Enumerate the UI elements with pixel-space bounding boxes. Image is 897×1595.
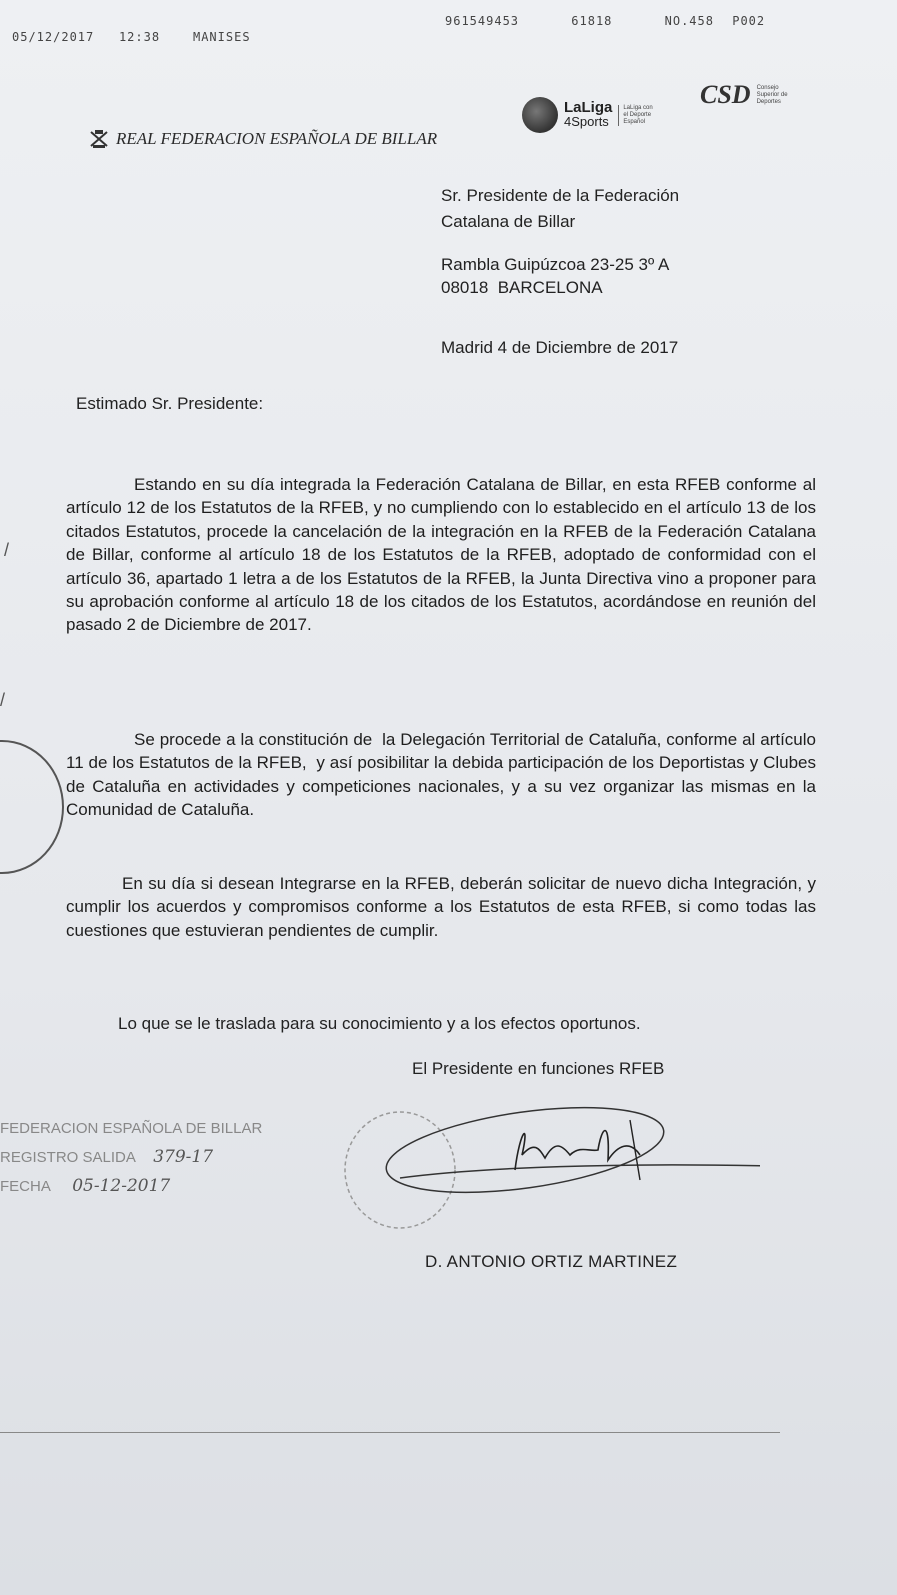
fax-page-number: P002 xyxy=(732,14,766,28)
salutation: Estimado Sr. Presidente: xyxy=(76,394,264,413)
registry-stamp xyxy=(0,1115,262,1201)
csd-logo-text: CSD xyxy=(700,80,751,109)
fax-date: 05/12/2017 xyxy=(12,30,95,44)
letter-date: Madrid 4 de Diciembre de 2017 xyxy=(441,338,679,357)
organization-name: REAL FEDERACION ESPAÑOLA DE BILLAR xyxy=(116,129,438,148)
paragraph-1 xyxy=(66,473,816,637)
laliga-brand-text: LaLiga xyxy=(564,99,613,116)
fax-phone: 961549453 xyxy=(445,14,520,28)
registry-date-row xyxy=(0,1172,262,1201)
fax-code: 61818 xyxy=(571,14,613,28)
closing-line: Lo que se le traslada para su conocimiento y a los efectos oportunos. xyxy=(118,1014,641,1033)
letterhead-title xyxy=(88,128,437,150)
recipient-city: 08018 BARCELONA xyxy=(441,278,603,297)
laliga-ball-icon xyxy=(522,97,558,133)
laliga-brand xyxy=(564,101,612,129)
paragraph-2-text: Se procede a la constitución de la Delegación Territorial de Cataluña, conforme al artículo 11 de los Estatutos de la RFEB, y así posibilitar la debida participación de los Deportistas y Clubes de Cataluña en actividades y competiciones nacionales, y a su vez organizar las mismas en la Comunidad de Cataluña. xyxy=(66,730,821,820)
laliga-sub-text: 4Sports xyxy=(564,114,609,129)
registry-org: FEDERACION ESPAÑOLA DE BILLAR xyxy=(0,1120,263,1137)
paragraph-3-text: En su día si desean Integrarse en la RFEB, deberán solicitar de nuevo dicha Integración, y cumplir los acuerdos y compromisos conforme a los Estatutos de esta RFEB, si como todas las cuestiones que estuvieran pendientes de cumplir. xyxy=(66,874,816,940)
margin-mark-icon: / xyxy=(4,540,10,560)
fax-timestamp xyxy=(12,30,251,44)
paragraph-1-text: Estando en su día integrada la Federación Catalana de Billar, en esta RFEB conforme al artículo 12 de los Estatutos de la RFEB, y no cumpliendo con lo establecido en el artículo 13 de los citados Estatutos, procede la cancelación de la integración en la RFEB de la Federación Catalana de Billar, conforme al artículo 18 de los Estatutos de la RFEB, adoptado de conformidad con el artículo 36, apartado 1 letra a de los Estatutos de la RFEB, la Junta Directiva vino a proponer para su aprobación conforme al artículo 18 de los citados de los Estatutos, acordándose en reunión del pasado 2 de Diciembre de 2017. xyxy=(66,475,816,635)
paragraph-2 xyxy=(66,728,821,822)
paragraph-3 xyxy=(66,872,816,942)
signature-stamp-icon xyxy=(340,1100,760,1250)
registry-date-label: FECHA xyxy=(0,1178,51,1195)
bottom-rule xyxy=(0,1432,780,1433)
left-margin-stamp-icon xyxy=(0,740,64,874)
csd-logo xyxy=(700,80,797,110)
fax-number: NO.458 xyxy=(664,14,714,28)
signer-title: El Presidente en funciones RFEB xyxy=(412,1059,665,1078)
recipient-line-1: Sr. Presidente de la Federación xyxy=(441,186,680,205)
margin-mark-icon: / xyxy=(0,690,6,710)
signer-name: D. ANTONIO ORTIZ MARTINEZ xyxy=(425,1252,678,1271)
fax-time: 12:38 xyxy=(118,30,161,44)
registry-date: 05-12-2017 xyxy=(72,1176,171,1196)
laliga-tagline: LaLiga con el Deporte Español xyxy=(618,105,657,126)
registry-number-row xyxy=(0,1143,262,1172)
laliga-logo xyxy=(522,97,657,133)
recipient-address: Rambla Guipúzcoa 23-25 3º A xyxy=(441,255,670,274)
csd-tagline: Consejo Superior de Deportes xyxy=(756,84,788,105)
recipient-line-2: Catalana de Billar xyxy=(441,212,576,231)
crest-icon xyxy=(88,128,110,150)
fax-header-right xyxy=(445,14,809,28)
registry-number: 379-17 xyxy=(153,1147,214,1167)
fax-location: MANISES xyxy=(192,30,251,44)
registry-label: REGISTRO SALIDA xyxy=(0,1149,136,1166)
